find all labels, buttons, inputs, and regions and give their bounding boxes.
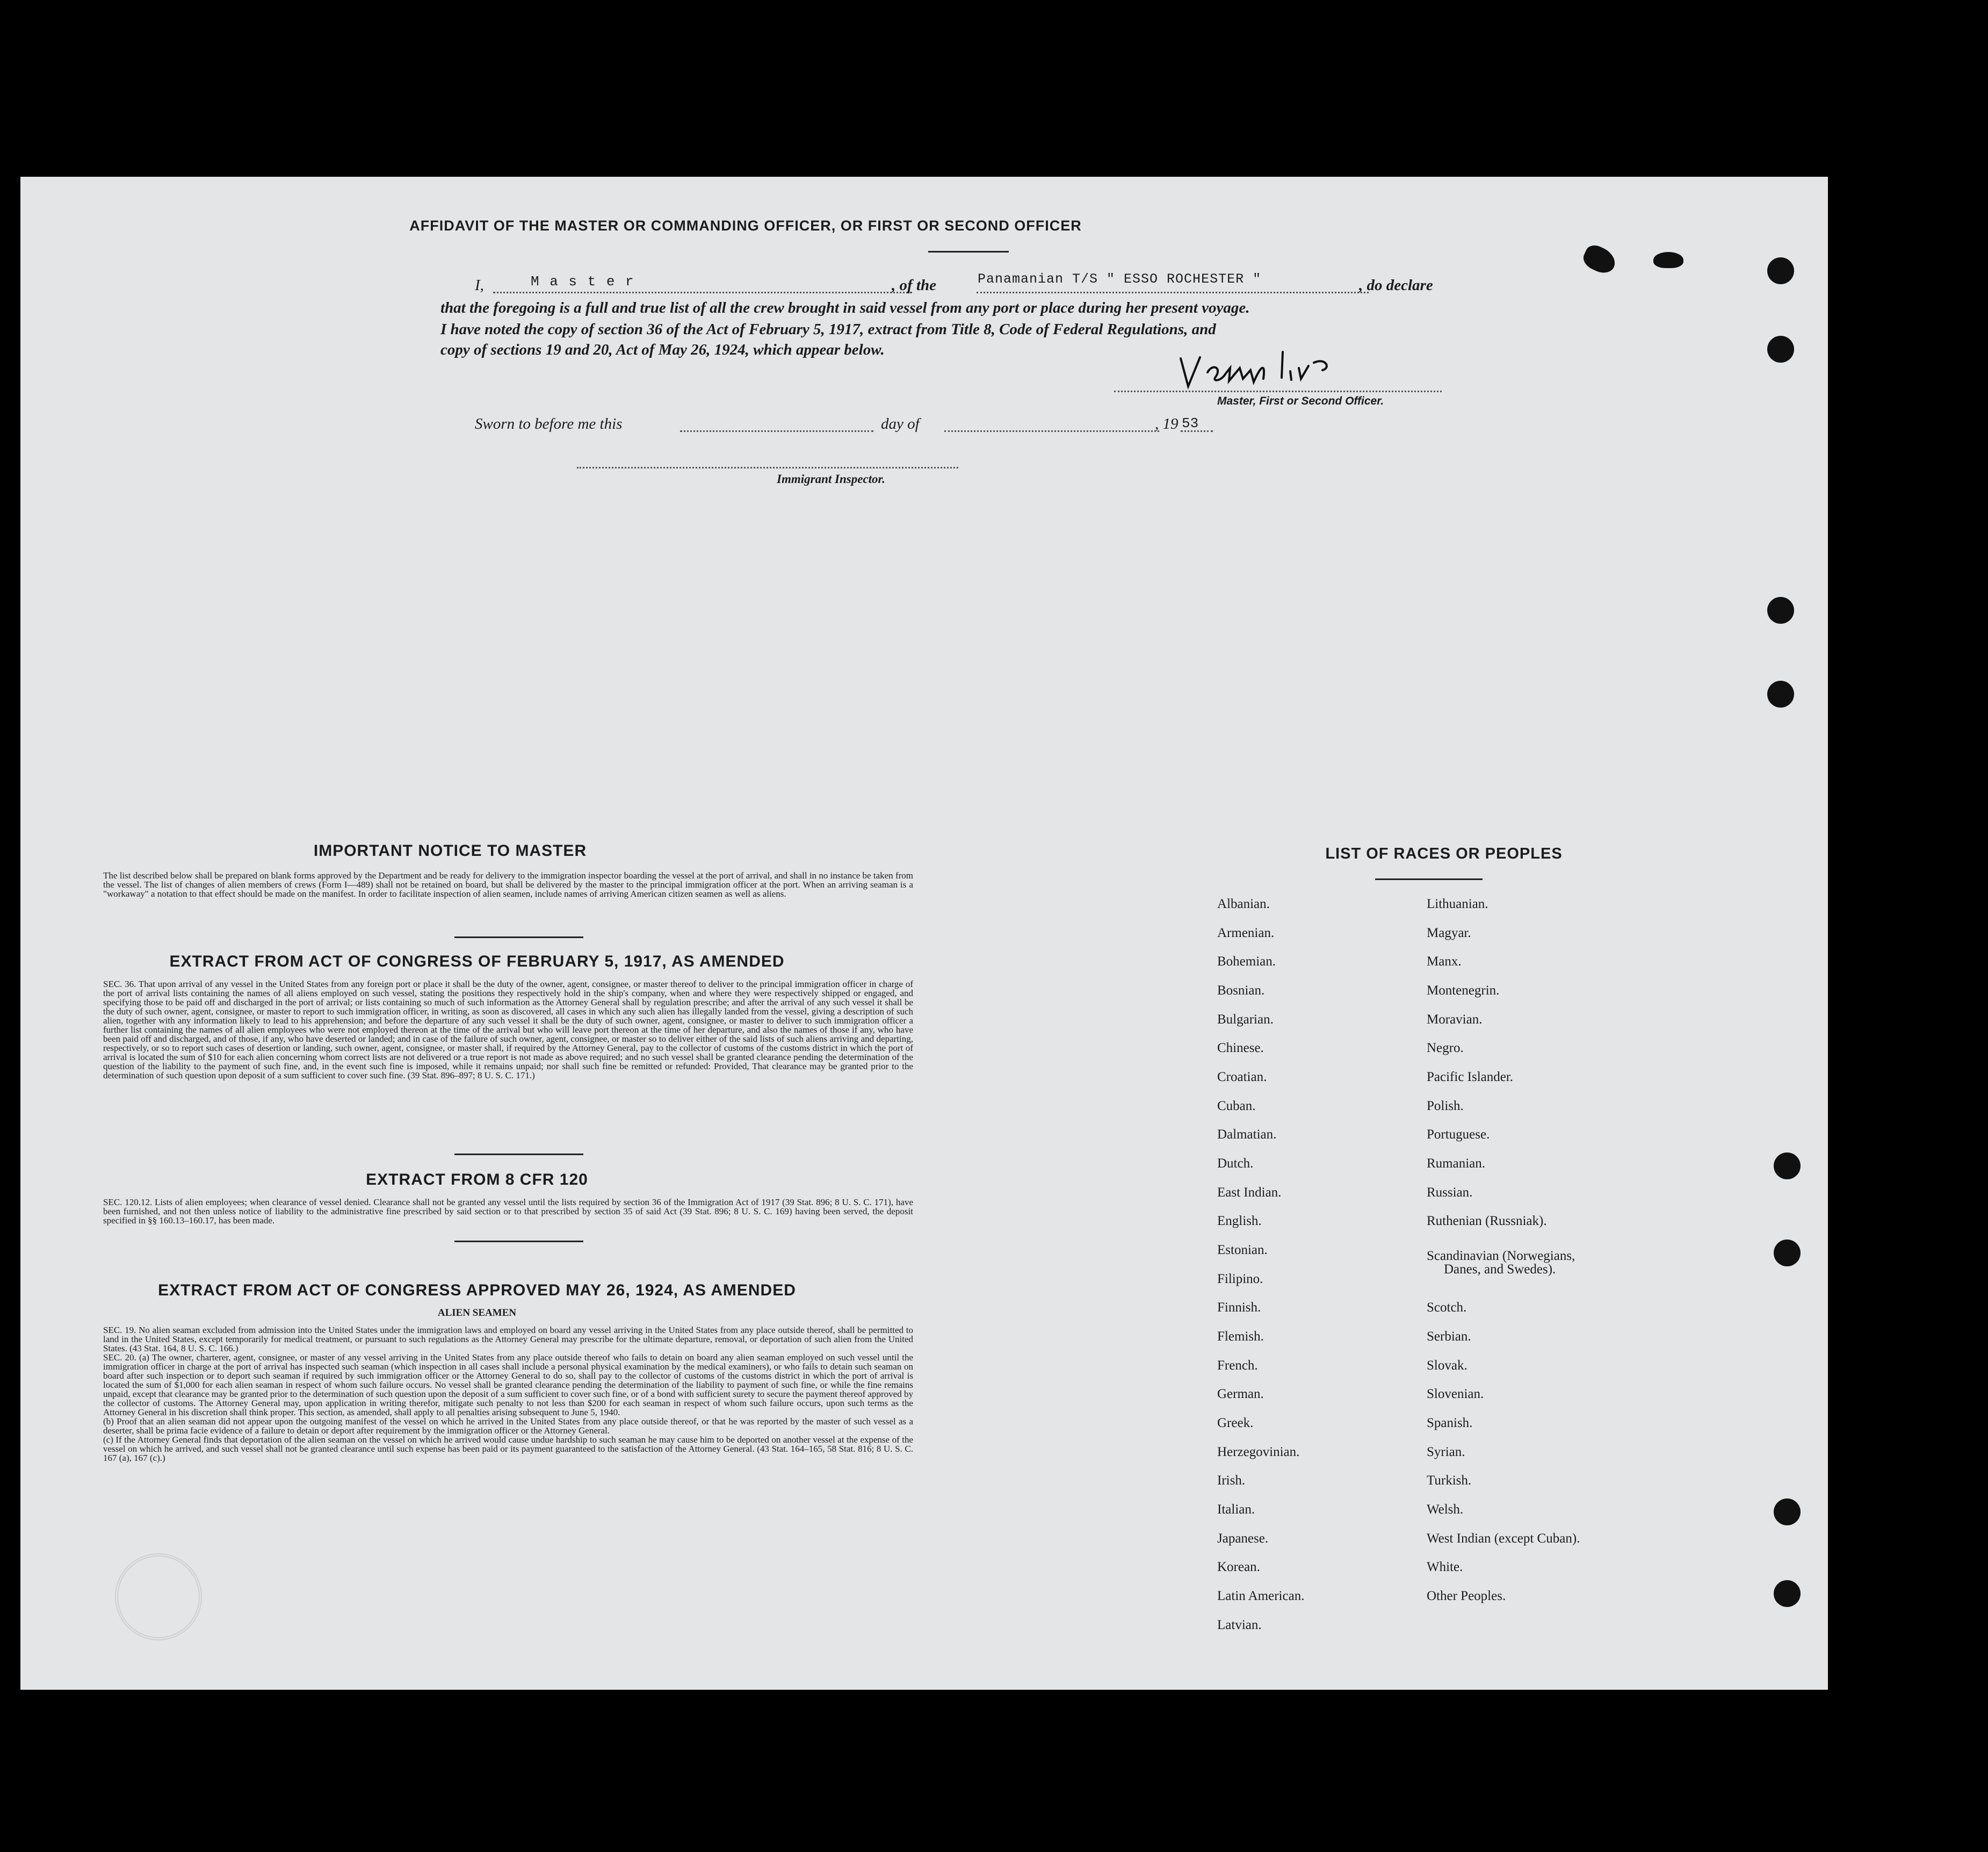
race-item: Pacific Islander. (1427, 1070, 1514, 1084)
punch-hole (1774, 1580, 1801, 1607)
race-item: English. (1217, 1214, 1262, 1228)
race-item: Latvian. (1217, 1618, 1262, 1632)
race-item: Bulgarian. (1217, 1012, 1274, 1027)
title-rule (928, 251, 1009, 253)
sworn-label: Sworn to before me this (475, 415, 623, 433)
notice-rule (454, 936, 583, 938)
race-item: Scotch. (1427, 1300, 1467, 1315)
race-item: Serbian. (1427, 1329, 1471, 1344)
races-title: LIST OF RACES OR PEOPLES (1325, 845, 1563, 862)
race-item: Irish. (1217, 1473, 1246, 1488)
punch-hole (1767, 336, 1794, 363)
race-item: German. (1217, 1387, 1264, 1401)
race-item: Japanese. (1217, 1531, 1269, 1546)
race-item: Bosnian. (1217, 983, 1265, 998)
races-rule (1375, 878, 1483, 880)
race-item: Manx. (1427, 954, 1462, 969)
extract-1917-rule (454, 1154, 583, 1155)
race-item: Chinese. (1217, 1041, 1264, 1055)
of-the-label: , of the (892, 277, 936, 294)
sec-20a-paragraph: SEC. 20. (a) The owner, charterer, agent, consignee, or master of any vessel arriving in the United States from any place outside thereof who fails to detain on board any alien seaman employed on such vessel until the immigration officer in charge at the port of arrival has inspected such seaman (which inspection in all cases shall include a personal physical examination by the medical examiners), or who fails to detain such seaman on board after such inspection or to deport such seaman if required by such immigration officer or the Attorney General to do so, shall pay to the collector of customs of the customs district in which the port of arrival is located the sum of $1,000 for each alien seaman in respect of whom such failure occurs. No vessel shall be granted clearance pending the determination of the liability to payment of such fine, or while the fine remains unpaid, except that clearance may be granted prior to the determination of such question upon the deposit of a sum sufficient to cover such fine, or of a bond with sufficient surety to secure the payment thereof approved by the collector of customs. The Attorney General may, upon application in writing therefor, mitigate such penalty to not less than $200 for each seaman in respect of whom such failure occurs, upon such terms as the Attorney General in his discretion shall think proper. This section, as amended, shall apply to all penalties arising subsequent to June 5, 1940. (103, 1352, 913, 1417)
affidavit-title: AFFIDAVIT OF THE MASTER OR COMMANDING OFFICER, OR FIRST OR SECOND OFFICER (409, 218, 1082, 234)
race-item: Montenegrin. (1427, 983, 1500, 998)
faded-stamp (115, 1553, 202, 1640)
race-item: Croatian. (1217, 1070, 1267, 1084)
notice-title: IMPORTANT NOTICE TO MASTER (313, 842, 587, 860)
notice-body: The list described below shall be prepared on blank forms approved by the Department and be ready for delivery to the immigration inspector boarding the vessel at the port of arrival, and shall in no instance be taken from the vessel. The list of changes of alien members of crews (Form I—489) shall not be retained on board, but shall be delivered by the master to the principal immigration officer at the port. When an arriving seaman is a "workaway" a notation to that effect should be made on the manifest. In order to facilitate inspection of alien seamen, include names of arriving American citizen seamen as well as aliens. (103, 870, 913, 899)
race-item: Turkish. (1427, 1473, 1472, 1488)
race-item: Portuguese. (1427, 1127, 1490, 1142)
race-item: Syrian. (1427, 1445, 1465, 1459)
extract-1924-subtitle: ALIEN SEAMEN (437, 1307, 517, 1318)
race-item: Filipino. (1217, 1272, 1263, 1286)
year-line (1181, 430, 1213, 432)
sec-20c-paragraph: (c) If the Attorney General finds that deportation of the alien seaman on the vessel on which he arrived would cause undue hardship to such seaman he may cause him to be deported on another vessel at the expense of the vessel on which he arrived, and such vessel shall not be granted clearance until such expense has been paid or its payment guaranteed to the satisfaction of the Attorney General. (43 Stat. 164–165, 58 Stat. 816; 8 U. S. C. 167 (a), 167 (c).) (103, 1435, 913, 1463)
race-item: Negro. (1427, 1041, 1464, 1055)
race-item: Other Peoples. (1427, 1589, 1506, 1603)
race-item: Lithuanian. (1427, 897, 1488, 911)
vessel-field-value: Panamanian T/S " ESSO ROCHESTER " (978, 271, 1262, 287)
race-item: Slovenian. (1427, 1387, 1484, 1401)
race-item: Cuban. (1217, 1099, 1256, 1113)
race-item: Spanish. (1427, 1416, 1473, 1430)
extract-8cfr-title: EXTRACT FROM 8 CFR 120 (366, 1171, 588, 1188)
race-item: Albanian. (1217, 897, 1270, 911)
inspector-line (577, 467, 958, 469)
day-of-label: day of (881, 415, 920, 433)
affidavit-line-3: I have noted the copy of section 36 of the Act of February 5, 1917, extract from Title 8, Code of Federal Regulations, and (440, 321, 1216, 338)
sworn-day-line (680, 430, 873, 432)
race-item: East Indian. (1217, 1185, 1282, 1200)
affidavit-line-4: copy of sections 19 and 20, Act of May 26, 1924, which appear below. (440, 341, 885, 358)
race-item: Dutch. (1217, 1156, 1254, 1171)
name-line (493, 292, 912, 293)
extract-8cfr-body: SEC. 120.12. Lists of alien employees; when clearance of vessel denied. Clearance shall not be granted any vessel until the lists required by section 36 of the Immigration Act of 1917 (39 Stat. 896; 8 U. S. C. 171), have been furnished, and not then unless notice of liability to the administrative fine prescribed by said section or to that prescribed by section 35 of said Act (39 Stat. 896; 8 U. S. C. 169) having been served, the deposit specified in §§ 160.13–160.17, has been made. (103, 1197, 913, 1226)
extract-1917-body: SEC. 36. That upon arrival of any vessel in the United States from any foreign port or place it shall be the duty of the owner, agent, consignee, or master thereof to deliver to the principal immigration officer in charge of the port of arrival lists containing the names of all aliens employed on such vessel, stating the positions they respectively hold in the ship's company, when and where they were respectively shipped or engaged, and specifying those to be paid off and discharged in the port of arrival; or lists containing so much of such information as the Attorney General shall by regulation prescribe; and after the arrival of any such vessel it shall be the duty of such owner, agent, consignee, or master to report to such immigration officer, in writing, as soon as discovered, all cases in which any such alien has illegally landed from the vessel, giving a description of such alien, together with any information likely to lead to his apprehension; and before the departure of any such vessel it shall be the duty of such owner, agent, consignee, or master to deliver to such immigration officer a further list containing the names of all alien employees who were not employed thereon at the time of the arrival but who will leave port thereon at the time of her departure, and also the names of those if any, who have been paid off and discharged, and of those, if any, who have deserted or landed; and in case of the failure of such owner, agent, consignee, or master so to deliver either of the said lists of such aliens arriving and departing, respectively, or so to report such cases of desertion or landing, such owner, agent, consignee, or master shall, if required by the Attorney General, pay to the collector of customs of the customs district in which the port of arrival is located the sum of $10 for each alien concerning whom correct lists are not delivered or a true report is not made as above required; and no such vessel shall be granted clearance pending the determination of the question of the liability to the payment of such fine, and, in the event such fine is imposed, while it remains unpaid; nor shall such fine be remitted or refunded: Provided, That clearance may be granted prior to the determination of such question upon deposit of a sum sufficient to cover such fine. (39 Stat. 896–897; 8 U. S. C. 171.) (103, 979, 913, 1080)
sworn-month-line (944, 430, 1159, 432)
race-item: Russian. (1427, 1185, 1473, 1200)
year-value: 53 (1182, 415, 1199, 431)
punch-hole (1774, 1152, 1801, 1179)
ink-blot (1653, 252, 1683, 268)
extract-1924-title: EXTRACT FROM ACT OF CONGRESS APPROVED MAY 26, 1924, AS AMENDED (158, 1281, 796, 1299)
punch-hole (1774, 1240, 1801, 1266)
race-item: Moravian. (1427, 1012, 1483, 1027)
race-item: Italian. (1217, 1502, 1255, 1517)
race-item: Danes, and Swedes). (1444, 1262, 1556, 1277)
race-item: Greek. (1217, 1416, 1254, 1430)
race-item: Finnish. (1217, 1300, 1261, 1315)
signature-line (1114, 391, 1442, 392)
race-item: West Indian (except Cuban). (1427, 1531, 1580, 1546)
race-item: White. (1427, 1560, 1463, 1574)
extract-1924-body (103, 1325, 913, 1462)
affidavit-line-2: that the foregoing is a full and true list of all the crew brought in said vessel from any port or place during her present voyage. (440, 299, 1250, 316)
race-item: Korean. (1217, 1560, 1260, 1574)
document-sheet (20, 177, 1828, 1690)
name-field-value: M a s t e r (531, 273, 635, 290)
race-item: Dalmatian. (1217, 1127, 1277, 1142)
inspector-caption: Immigrant Inspector. (777, 472, 885, 486)
race-item: Ruthenian (Russniak). (1427, 1214, 1547, 1228)
punch-hole (1774, 1498, 1801, 1525)
extract-1917-title: EXTRACT FROM ACT OF CONGRESS OF FEBRUARY 5, 1917, AS AMENDED (169, 953, 785, 970)
signature-caption: Master, First or Second Officer. (1217, 395, 1384, 407)
race-item: Bohemian. (1217, 954, 1276, 969)
race-item: Herzegovinian. (1217, 1445, 1300, 1459)
punch-hole (1767, 257, 1794, 284)
declare-label: , do declare (1359, 277, 1433, 294)
race-item: Scandinavian (Norwegians, (1427, 1249, 1575, 1263)
vessel-line (977, 292, 1369, 293)
sec-19-paragraph: SEC. 19. No alien seaman excluded from admission into the United States under the immigration laws and employed on board any vessel arriving in the United States from any place outside thereof, shall be permitted to land in the United States, except temporarily for medical treatment, or pursuant to such regulations as the Attorney General may prescribe for the ultimate departure, removal, or deportation of such alien from the United States. (43 Stat. 164, 8 U. S. C. 166.) (103, 1325, 913, 1353)
race-item: Slovak. (1427, 1358, 1467, 1373)
i-label: I, (475, 277, 484, 294)
race-item: Latin American. (1217, 1589, 1305, 1603)
sec-20b-paragraph: (b) Proof that an alien seaman did not appear upon the outgoing manifest of the vessel on which he arrived in the United States from any place outside thereof, or that he was reported by the master of such vessel as a deserter, shall be prima facie evidence of a failure to detain or deport after requirement by the immigration officer or the Attorney General. (103, 1416, 913, 1436)
race-item: Armenian. (1217, 926, 1275, 940)
race-item: Welsh. (1427, 1502, 1464, 1517)
race-item: French. (1217, 1358, 1258, 1373)
race-item: Rumanian. (1427, 1156, 1486, 1171)
year-prefix: , 19 (1155, 415, 1179, 433)
race-item: Flemish. (1217, 1329, 1264, 1344)
race-item: Magyar. (1427, 926, 1471, 940)
extract-8cfr-rule (454, 1241, 583, 1242)
punch-hole (1767, 597, 1794, 624)
punch-hole (1767, 681, 1794, 708)
ink-blot (1580, 242, 1620, 277)
race-item: Polish. (1427, 1099, 1464, 1113)
handwritten-signature (1170, 347, 1374, 395)
race-item: Estonian. (1217, 1243, 1268, 1257)
